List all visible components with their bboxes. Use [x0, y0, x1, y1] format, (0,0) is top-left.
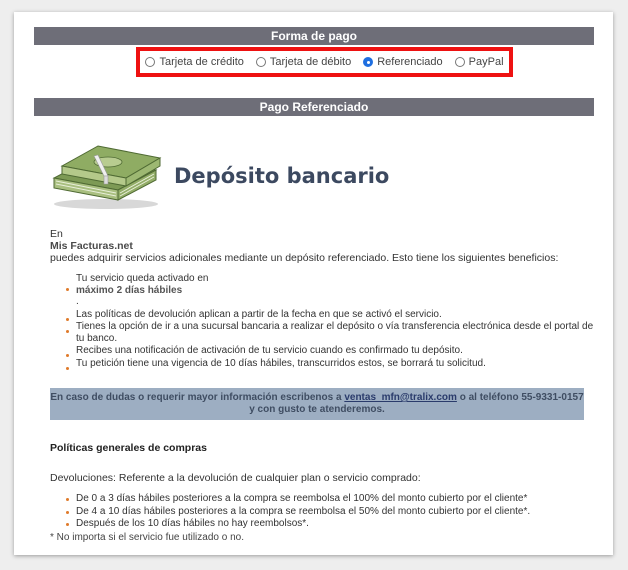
- intro-text: puedes adquirir servicios adicionales mediante un depósito referenciado. Esto tiene los siguientes beneficios:: [50, 252, 559, 264]
- bullet-icon: [66, 523, 69, 526]
- bullet-icon: [66, 330, 69, 333]
- benefit-strong: máximo 2 días hábiles: [76, 284, 183, 296]
- list-item: [66, 493, 586, 505]
- benefit-text: Las políticas de devolución aplican a partir de la fecha en que se activó el servicio.: [76, 308, 442, 320]
- benefit-pre: Tu servicio queda activado en: [76, 273, 209, 284]
- radio-paypal[interactable]: [455, 56, 504, 68]
- bullet-icon: [66, 511, 69, 514]
- money-stack-icon: [48, 140, 162, 212]
- refunds-list: [66, 493, 586, 531]
- policies-title: Políticas generales de compras: [50, 442, 207, 454]
- benefit-text: Recibes una notificación de activación de tu servicio cuando es confirmado tu depósito.: [76, 345, 463, 356]
- list-item: [66, 358, 596, 370]
- benefit-text: Tu petición tiene una vigencia de 10 días hábiles, transcurridos estos, se borrará tu solicitud.: [76, 357, 486, 369]
- list-item: [66, 518, 586, 530]
- intro-en: En: [50, 228, 63, 240]
- payment-card: [14, 12, 613, 555]
- radio-label: Referenciado: [377, 56, 443, 68]
- radio-button[interactable]: [256, 57, 266, 67]
- deposit-title: Depósito bancario: [174, 164, 390, 188]
- bullet-icon: [66, 367, 69, 370]
- benefit-post: .: [76, 296, 79, 307]
- list-item: [66, 273, 596, 308]
- benefits-list: [66, 273, 596, 370]
- list-item: [66, 506, 586, 518]
- benefit-text: Tienes la opción de ir a una sucursal bancaria a realizar el depósito o vía transferencia electrónica desde el portal de tu banco.: [76, 321, 594, 344]
- radio-label: PayPal: [468, 56, 504, 68]
- radio-debit-card[interactable]: [256, 56, 351, 68]
- radio-button[interactable]: [455, 57, 465, 67]
- list-item: [66, 321, 596, 344]
- payment-method-header: Forma de pago: [34, 27, 594, 45]
- referenced-payment-header: Pago Referenciado: [34, 98, 594, 116]
- bullet-icon: [66, 288, 69, 291]
- list-item: [66, 309, 596, 321]
- radio-button-selected[interactable]: [363, 57, 373, 67]
- radio-label: Tarjeta de crédito: [159, 56, 244, 68]
- info-text-before: En caso de dudas o requerir mayor información escribenos a: [50, 392, 342, 403]
- refund-text: Después de los 10 días hábiles no hay reembolsos*.: [76, 518, 309, 529]
- refund-text: De 0 a 3 días hábiles posteriores a la compra se reembolsa el 100% del monto cubierto por el cliente*: [76, 493, 528, 504]
- brand-name: Mis Facturas.net: [50, 240, 133, 252]
- sales-email-link[interactable]: ventas_mfn@tralix.com: [344, 392, 457, 403]
- refunds-intro: Devoluciones: Referente a la devolución de cualquier plan o servicio comprado:: [50, 472, 421, 484]
- radio-referenced[interactable]: [363, 56, 442, 68]
- refund-text: De 4 a 10 días hábiles posteriores a la compra se reembolsa el 50% del monto cubierto por el cliente*.: [76, 505, 531, 517]
- radio-button[interactable]: [145, 57, 155, 67]
- bullet-icon: [66, 498, 69, 501]
- list-item: [66, 345, 596, 357]
- radio-credit-card[interactable]: [145, 56, 243, 68]
- payment-method-options: [136, 47, 513, 77]
- info-text-after: o al teléfono 55-9331-0157 y con gusto te atenderemos.: [249, 392, 584, 415]
- footnote: * No importa si el servicio fue utilizado o no.: [50, 532, 244, 543]
- contact-info-box: [50, 388, 584, 420]
- radio-label: Tarjeta de débito: [269, 56, 352, 68]
- intro-paragraph: [50, 228, 558, 264]
